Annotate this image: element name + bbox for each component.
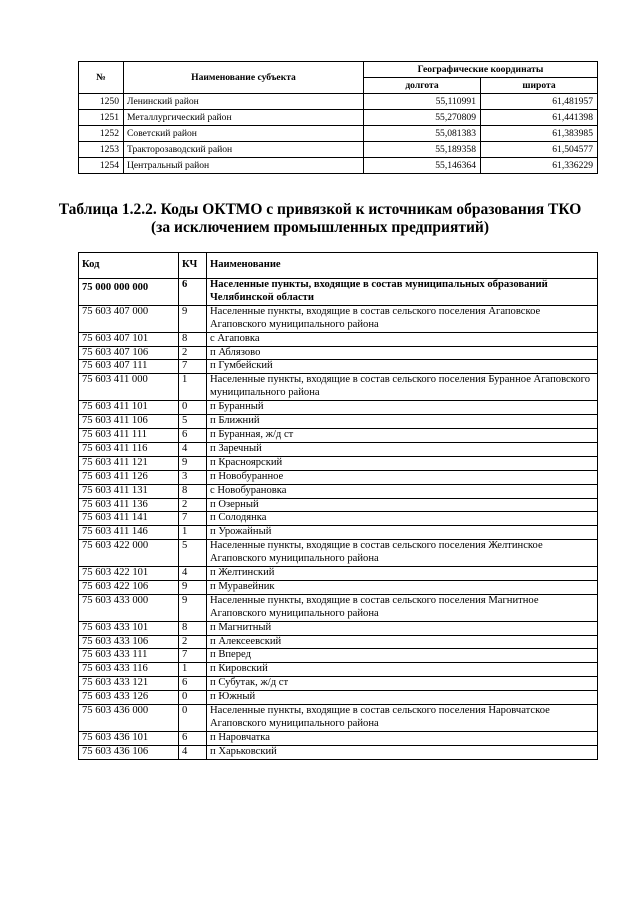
- table-row: [79, 126, 598, 142]
- table-row: [79, 470, 598, 484]
- table-row: [79, 745, 598, 759]
- control-number: 8: [179, 332, 207, 346]
- oktmo-code: 75 603 433 106: [79, 635, 179, 649]
- control-number: 3: [179, 470, 207, 484]
- oktmo-code: 75 603 411 136: [79, 498, 179, 512]
- oktmo-table: [78, 252, 598, 760]
- subject-name: Тракторозаводский район: [124, 142, 364, 158]
- table-row: [79, 374, 598, 401]
- longitude-value: 55,270809: [364, 110, 481, 126]
- control-number: 1: [179, 663, 207, 677]
- settlement-name: Населенные пункты, входящие в состав сельского поселения Буранное Агаповского муниципального района: [207, 374, 598, 401]
- settlement-name: Населенные пункты, входящие в состав сельского поселения Желтинское Агаповского муниципального района: [207, 540, 598, 567]
- header-geo-coords: Географические координаты: [364, 62, 598, 78]
- control-number: 9: [179, 305, 207, 332]
- control-number: 4: [179, 567, 207, 581]
- oktmo-code: 75 603 433 000: [79, 594, 179, 621]
- subject-name: Металлургический район: [124, 110, 364, 126]
- caption-line-1: Таблица 1.2.2. Коды ОКТМО с привязкой к источникам образования ТКО: [58, 201, 582, 218]
- control-number: 9: [179, 580, 207, 594]
- settlement-name: п Заречный: [207, 442, 598, 456]
- table-row: [79, 705, 598, 732]
- settlement-name: п Гумбейский: [207, 360, 598, 374]
- oktmo-code: 75 603 411 111: [79, 428, 179, 442]
- control-number: 4: [179, 442, 207, 456]
- table-row: [79, 498, 598, 512]
- settlement-name: п Красноярский: [207, 456, 598, 470]
- settlement-name: п Ближний: [207, 415, 598, 429]
- row-number: 1252: [79, 126, 124, 142]
- settlement-name: п Южный: [207, 691, 598, 705]
- latitude-value: 61,481957: [481, 94, 598, 110]
- settlement-name: Населенные пункты, входящие в состав сельского поселения Агаповское Агаповского муниципального района: [207, 305, 598, 332]
- coordinates-table-body: [79, 94, 598, 174]
- control-number: 4: [179, 745, 207, 759]
- latitude-value: 61,504577: [481, 142, 598, 158]
- control-number: 7: [179, 512, 207, 526]
- longitude-value: 55,189358: [364, 142, 481, 158]
- header-num: №: [79, 62, 124, 94]
- control-number: 2: [179, 346, 207, 360]
- oktmo-code: 75 603 436 000: [79, 705, 179, 732]
- coordinates-table: [78, 61, 598, 174]
- table-row: [79, 94, 598, 110]
- row-number: 1250: [79, 94, 124, 110]
- table-row: [79, 621, 598, 635]
- oktmo-table-body: [79, 279, 598, 760]
- oktmo-code: 75 603 422 000: [79, 540, 179, 567]
- table-row: [79, 594, 598, 621]
- settlement-name: п Урожайный: [207, 526, 598, 540]
- oktmo-code: 75 603 407 106: [79, 346, 179, 360]
- header-subject-name: Наименование субъекта: [124, 62, 364, 94]
- longitude-value: 55,081383: [364, 126, 481, 142]
- settlement-name: п Буранный: [207, 401, 598, 415]
- row-number: 1254: [79, 158, 124, 174]
- oktmo-code: 75 603 407 101: [79, 332, 179, 346]
- table-caption: [40, 201, 600, 237]
- table-row: [79, 442, 598, 456]
- oktmo-code: 75 603 433 116: [79, 663, 179, 677]
- control-number: 9: [179, 594, 207, 621]
- control-number: 8: [179, 484, 207, 498]
- oktmo-code: 75 603 407 000: [79, 305, 179, 332]
- oktmo-code: 75 603 411 126: [79, 470, 179, 484]
- table-row: [79, 540, 598, 567]
- row-number: 1251: [79, 110, 124, 126]
- control-number: 7: [179, 649, 207, 663]
- table-row: [79, 305, 598, 332]
- header-name: Наименование: [207, 253, 598, 279]
- control-number: 6: [179, 677, 207, 691]
- oktmo-code: 75 603 411 000: [79, 374, 179, 401]
- oktmo-code: 75 603 411 146: [79, 526, 179, 540]
- oktmo-code: 75 603 433 111: [79, 649, 179, 663]
- oktmo-code: 75 000 000 000: [79, 279, 179, 306]
- table-row: [79, 401, 598, 415]
- settlement-name: Населенные пункты, входящие в состав сельского поселения Магнитное Агаповского муниципального района: [207, 594, 598, 621]
- control-number: 2: [179, 498, 207, 512]
- settlement-name: п Кировский: [207, 663, 598, 677]
- settlement-name: Населенные пункты, входящие в состав муниципальных образований Челябинской области: [207, 279, 598, 306]
- table-row: [79, 428, 598, 442]
- settlement-name: п Харьковский: [207, 745, 598, 759]
- settlement-name: п Солодянка: [207, 512, 598, 526]
- control-number: 5: [179, 540, 207, 567]
- settlement-name: п Желтинский: [207, 567, 598, 581]
- oktmo-code: 75 603 422 106: [79, 580, 179, 594]
- table-row: [79, 635, 598, 649]
- longitude-value: 55,110991: [364, 94, 481, 110]
- table-row: [79, 158, 598, 174]
- table-row: [79, 691, 598, 705]
- control-number: 6: [179, 279, 207, 306]
- oktmo-code: 75 603 436 106: [79, 745, 179, 759]
- table-row: [79, 484, 598, 498]
- table-row: [79, 332, 598, 346]
- subject-name: Ленинский район: [124, 94, 364, 110]
- control-number: 0: [179, 401, 207, 415]
- settlement-name: п Аблязово: [207, 346, 598, 360]
- subject-name: Центральный район: [124, 158, 364, 174]
- settlement-name: п Новобуранное: [207, 470, 598, 484]
- table-row: [79, 677, 598, 691]
- oktmo-code: 75 603 433 121: [79, 677, 179, 691]
- table-row: [79, 110, 598, 126]
- control-number: 1: [179, 374, 207, 401]
- latitude-value: 61,441398: [481, 110, 598, 126]
- header-latitude: широта: [481, 78, 598, 94]
- settlement-name: п Озерный: [207, 498, 598, 512]
- latitude-value: 61,336229: [481, 158, 598, 174]
- control-number: 0: [179, 705, 207, 732]
- table-row: [79, 456, 598, 470]
- control-number: 5: [179, 415, 207, 429]
- table-row: [79, 649, 598, 663]
- control-number: 8: [179, 621, 207, 635]
- oktmo-code: 75 603 433 101: [79, 621, 179, 635]
- oktmo-code: 75 603 411 101: [79, 401, 179, 415]
- settlement-name: п Алексеевский: [207, 635, 598, 649]
- oktmo-code: 75 603 422 101: [79, 567, 179, 581]
- table-row: [79, 663, 598, 677]
- control-number: 2: [179, 635, 207, 649]
- table-row: [79, 512, 598, 526]
- oktmo-code: 75 603 411 106: [79, 415, 179, 429]
- oktmo-code: 75 603 436 101: [79, 731, 179, 745]
- oktmo-code: 75 603 433 126: [79, 691, 179, 705]
- table-row: [79, 360, 598, 374]
- settlement-name: п Субутак, ж/д ст: [207, 677, 598, 691]
- control-number: 6: [179, 731, 207, 745]
- header-kch: КЧ: [179, 253, 207, 279]
- header-longitude: долгота: [364, 78, 481, 94]
- oktmo-code: 75 603 411 116: [79, 442, 179, 456]
- settlement-name: с Новобурановка: [207, 484, 598, 498]
- settlement-name: с Агаповка: [207, 332, 598, 346]
- longitude-value: 55,146364: [364, 158, 481, 174]
- row-number: 1253: [79, 142, 124, 158]
- table-row: [79, 567, 598, 581]
- control-number: 7: [179, 360, 207, 374]
- oktmo-code: 75 603 411 131: [79, 484, 179, 498]
- settlement-name: п Наровчатка: [207, 731, 598, 745]
- table-row: [79, 279, 598, 306]
- table-row: [79, 142, 598, 158]
- oktmo-code: 75 603 411 121: [79, 456, 179, 470]
- table-row: [79, 526, 598, 540]
- settlement-name: п Муравейник: [207, 580, 598, 594]
- settlement-name: Населенные пункты, входящие в состав сельского поселения Наровчатское Агаповского муниципального района: [207, 705, 598, 732]
- control-number: 0: [179, 691, 207, 705]
- settlement-name: п Магнитный: [207, 621, 598, 635]
- caption-line-2: (за исключением промышленных предприятий): [151, 219, 489, 236]
- settlement-name: п Буранная, ж/д ст: [207, 428, 598, 442]
- table-row: [79, 580, 598, 594]
- oktmo-code: 75 603 411 141: [79, 512, 179, 526]
- oktmo-code: 75 603 407 111: [79, 360, 179, 374]
- control-number: 1: [179, 526, 207, 540]
- settlement-name: п Вперед: [207, 649, 598, 663]
- subject-name: Советский район: [124, 126, 364, 142]
- latitude-value: 61,383985: [481, 126, 598, 142]
- header-code: Код: [79, 253, 179, 279]
- table-row: [79, 731, 598, 745]
- control-number: 6: [179, 428, 207, 442]
- table-row: [79, 415, 598, 429]
- table-row: [79, 346, 598, 360]
- control-number: 9: [179, 456, 207, 470]
